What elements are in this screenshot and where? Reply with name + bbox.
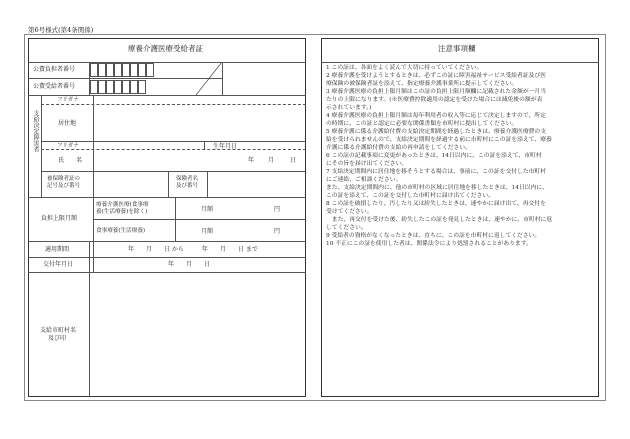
- col-line: [89, 241, 90, 397]
- note-line: この証を添えて、この証を交付した市町村に届け出てください。: [326, 193, 494, 199]
- col-line: [93, 95, 94, 272]
- row-line: [28, 241, 306, 242]
- payer-digit-cell[interactable]: [122, 63, 130, 77]
- recipient-digit-cell[interactable]: [130, 80, 138, 94]
- birth-day-label: 日: [290, 157, 297, 164]
- note-line: してください。: [326, 225, 367, 231]
- payer-digit-cell[interactable]: [130, 63, 138, 77]
- yen-label-2: 円: [274, 228, 281, 235]
- diagonal-strike: [196, 62, 222, 95]
- copay-meal-label: 食事療養(生活療養): [96, 228, 146, 234]
- monthly-amount-label-2: 月額: [201, 228, 214, 235]
- issue-date-label: 交付年月日: [43, 261, 74, 268]
- recipient-digit-cell[interactable]: [90, 80, 98, 94]
- note-line: また、支給決定期間内に、他の市町村の区域に居住地を移したときは、14日以内に、: [326, 185, 548, 191]
- note-line: 7 支給決定期間内に居住地を移そうとする場合は、事前に、この証を交付した市町村: [326, 169, 547, 175]
- insured-symbol-label: 被保険者証の: [47, 176, 81, 182]
- row-line: [28, 197, 306, 198]
- row-line: [93, 219, 306, 220]
- payer-digit-cell[interactable]: [90, 63, 98, 77]
- recipient-digit-cell[interactable]: [114, 80, 122, 94]
- recipient-side-label: 支給決定障害者: [32, 110, 39, 152]
- birth-year-label: 年: [248, 157, 255, 164]
- note-line: 給を受けられませんので、支給決定期間を経過する前に市町村にこの証を添えて、療養: [326, 137, 552, 143]
- col-line: [207, 171, 208, 197]
- yen-label-1: 円: [274, 206, 281, 213]
- municipality-label: 支給市町村名: [40, 327, 77, 334]
- recipient-digit-cell[interactable]: [122, 80, 130, 94]
- note-line: たりの上限になります。(※医療費控除適用の認定を受けた場合には減免後の額が表: [326, 97, 543, 103]
- payer-digit-cell[interactable]: [138, 63, 146, 77]
- note-line: 1 この証は、各面をよく読んで大切に持っていてください。: [326, 65, 483, 71]
- row-line: [41, 149, 306, 150]
- note-line: 9 受給者の資格がなくなったときは、直ちに、この証を市町村に返してください。: [326, 233, 541, 239]
- municipality-label-2: 及び印: [48, 335, 67, 342]
- note-line: また、再交付を受けた後、紛失したこの証を発見したときは、速やかに、市町村に返: [326, 217, 553, 223]
- birth-month-label: 月: [268, 157, 275, 164]
- card-title: 療養介護医療受給者証: [128, 44, 203, 53]
- notes-list: [326, 64, 596, 248]
- issue-date-value: 年 月 日: [168, 261, 211, 268]
- payer-digit-cell[interactable]: [114, 63, 122, 77]
- note-line: にその旨を届け出てください。: [326, 161, 408, 167]
- note-line: の時期に、この証と認定に必要な関係書類を市町村に提出してください。: [326, 121, 518, 127]
- row-line: [41, 141, 306, 142]
- recipient-number-label: 公費受給者番号: [33, 83, 76, 90]
- valid-period-value: 年 月 日 から 年 月 日 まで: [128, 246, 258, 253]
- payer-digit-cell[interactable]: [106, 63, 114, 77]
- copay-limit-label: 負担上限月額: [41, 215, 78, 222]
- row-line: [28, 272, 306, 273]
- copay-medical-label-2: 養(生活療養)を除く): [96, 209, 148, 215]
- payer-number-label: 公費負担者番号: [33, 66, 76, 73]
- row-line: [28, 257, 306, 258]
- row-line: [41, 104, 306, 105]
- col-line: [222, 62, 223, 95]
- col-line: [168, 171, 169, 197]
- copay-medical-label: 療養介護医療(食事療: [96, 202, 149, 208]
- note-line: にご連絡、ご相談ください。: [326, 177, 402, 183]
- note-line: 10 不正にこの証を使用した者は、関係法令により処罰されることがあります。: [326, 241, 532, 247]
- address-label: 居住地: [58, 120, 77, 127]
- form-number: 第6号様式(第4条関係): [28, 26, 94, 34]
- note-line: 6 この証の記載事項に変更があったときは、14日以内に、この証を添えて、市町村: [326, 153, 542, 159]
- note-line: 受けてください。: [326, 209, 373, 215]
- insurer-label: 保険者名: [176, 176, 199, 182]
- name-label: 氏 名: [58, 157, 83, 164]
- birth-date-label: 生年月日: [213, 143, 238, 150]
- monthly-amount-label-1: 月額: [201, 206, 214, 213]
- note-line: 療保険の被保険者証を添えて、指定療養介護事業所に提示してください。: [326, 81, 518, 87]
- col-line: [204, 141, 205, 149]
- col-line: [41, 95, 42, 197]
- furigana-label-2: フリガナ: [57, 143, 79, 149]
- note-line: 4 療養介護医療の負担上限月額は毎年利用者の収入等に応じて決定しますので、所定: [326, 113, 546, 119]
- row-line: [28, 78, 222, 79]
- notes-title: 注意事項欄: [438, 44, 476, 53]
- row-line: [28, 95, 306, 96]
- note-line: 8 この証を破損したり、汚したり又は紛失したときは、速やかに届け出て、再交付を: [326, 201, 546, 207]
- note-line: 3 療養介護医療の負担上限月額はこの証の負担上限月額欄に記載された金額が一月当: [326, 89, 547, 95]
- note-line: 示されています。): [326, 105, 372, 111]
- note-line: 2 療養介護を受けようとするときは、必ずこの証に障害福祉サービス受給者証及び医: [326, 73, 547, 79]
- note-line: 介護に係る介護給付費の支給の再申請をしてください。: [326, 145, 471, 151]
- row-line: [28, 62, 306, 63]
- note-line: 5 療養介護に係る介護給付費の支給決定期間を経過したときは、療養介護医療費の支: [326, 129, 547, 135]
- col-line: [175, 197, 176, 241]
- row-line: [41, 171, 306, 172]
- valid-period-label: 適用期間: [45, 246, 70, 253]
- recipient-digit-cell[interactable]: [138, 80, 146, 94]
- recipient-digit-cell[interactable]: [98, 80, 106, 94]
- recipient-digit-cell[interactable]: [106, 80, 114, 94]
- payer-digit-cell[interactable]: [146, 63, 154, 77]
- payer-digit-cell[interactable]: [98, 63, 106, 77]
- furigana-label-1: フリガナ: [57, 97, 79, 103]
- insured-symbol-label-2: 記号及び番号: [47, 183, 81, 189]
- insurer-label-2: 及び番号: [176, 183, 199, 189]
- notes-title-divider: [321, 62, 599, 63]
